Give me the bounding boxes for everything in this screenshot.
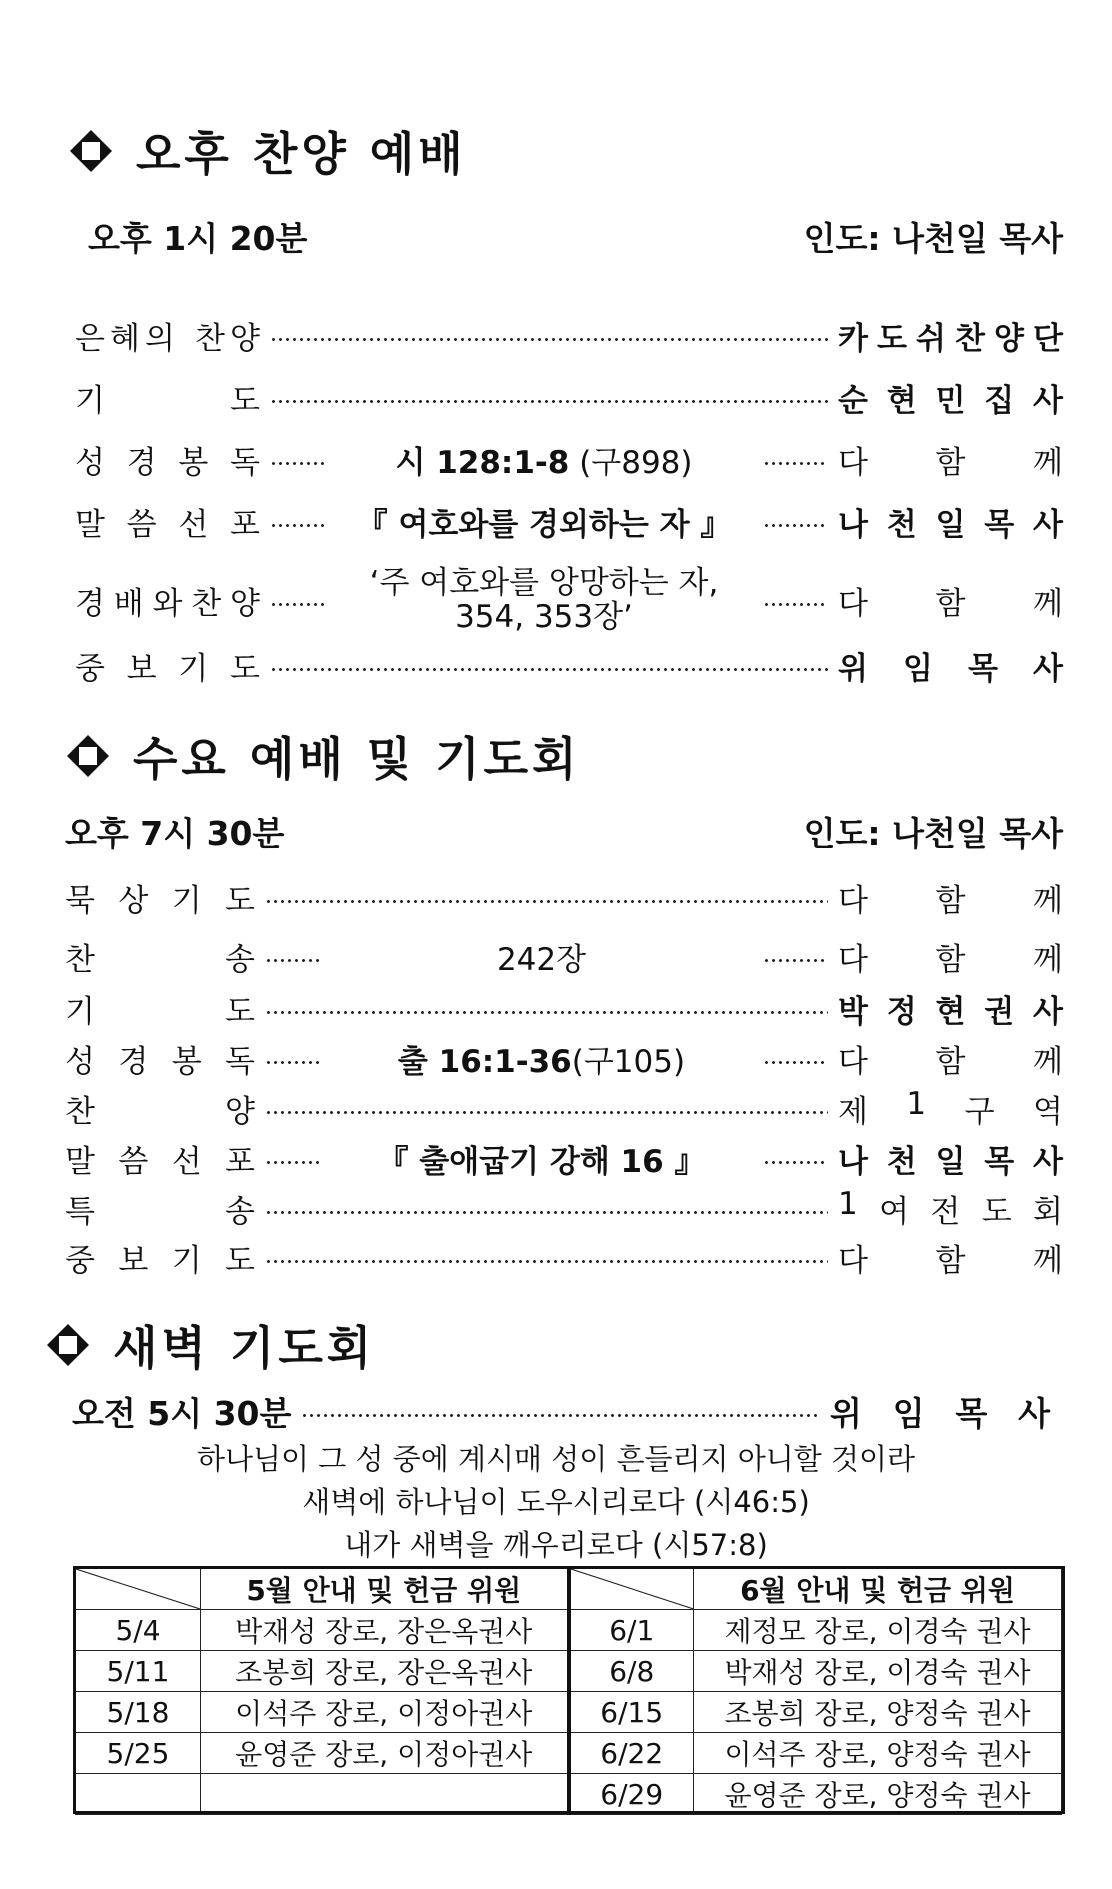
char: 와: [152, 585, 183, 622]
order-row: [65, 1036, 1063, 1081]
may-names-cell: 윤영준 장로, 이정아권사: [201, 1733, 569, 1774]
june-names-cell: 조봉희 장로, 양정숙 권사: [694, 1692, 1062, 1733]
char: 함: [935, 1243, 966, 1279]
dot-leader: [763, 1161, 828, 1164]
char: 기: [171, 883, 202, 919]
table-row: [76, 1733, 1062, 1774]
char: 1: [906, 1086, 927, 1122]
char: 도: [225, 994, 255, 1030]
diagonal-header-cell: [76, 1569, 201, 1610]
char: 다: [838, 1044, 868, 1080]
detail-text: 242장: [496, 942, 587, 978]
order-item-label: [75, 313, 260, 358]
char: 찬: [65, 942, 95, 978]
order-item-person: [838, 1186, 1063, 1231]
order-row: [65, 1235, 1063, 1280]
order-item-person: [838, 986, 1063, 1031]
char: 일: [935, 1144, 966, 1180]
char: 현: [935, 994, 966, 1030]
section-title-text: 새벽 기도회: [113, 1321, 376, 1375]
char: 씀: [118, 1144, 149, 1180]
char: 함: [935, 585, 966, 622]
char: 여: [879, 1194, 910, 1230]
char: 임: [903, 651, 933, 687]
char: 임: [892, 1394, 925, 1433]
order-row: [65, 1136, 1063, 1181]
char: 다: [838, 445, 868, 481]
afternoon-time-line: [88, 213, 1063, 260]
char: 상: [118, 883, 149, 919]
char: 함: [935, 445, 966, 481]
order-item-person: [838, 934, 1063, 979]
char: 사: [1033, 651, 1063, 687]
char: 기: [178, 651, 209, 687]
may-date-cell: [76, 1774, 201, 1815]
char: 민: [935, 383, 966, 419]
char: 의: [145, 321, 175, 357]
char: 말: [65, 1144, 95, 1180]
char: 선: [178, 507, 209, 543]
char: 봉: [178, 445, 209, 481]
order-row: [65, 1086, 1063, 1131]
detail-emphasis: 『 출애굽기 강해 16 』: [377, 1144, 706, 1180]
june-date-cell: 6/22: [569, 1733, 694, 1774]
char: [180, 313, 190, 358]
scripture-line: 새벽에 하나님이 도우시리로다 (시46:5): [302, 1485, 810, 1519]
june-header: 6월 안내 및 헌금 위원: [694, 1569, 1062, 1610]
dot-leader: [265, 959, 320, 962]
dot-leader: [265, 1260, 828, 1263]
char: 사: [1033, 1144, 1063, 1180]
order-item-label: [75, 643, 260, 688]
order-row: [75, 643, 1063, 688]
order-item-person: [838, 643, 1063, 688]
char: 보: [126, 651, 157, 687]
char: 묵: [65, 883, 95, 919]
order-item-person: [838, 375, 1063, 420]
order-item-label: [65, 934, 255, 979]
section-title-text: 수요 예배 및 기도회: [133, 732, 581, 786]
detail-emphasis: 시 128:1-8: [395, 445, 570, 481]
order-item-detail: [335, 499, 753, 544]
june-date-cell: 6/29: [569, 1774, 694, 1815]
char: 쉬: [916, 321, 946, 357]
diamond-bullet-icon: [45, 1322, 91, 1368]
char: 함: [935, 883, 966, 919]
june-date-cell: 6/1: [569, 1610, 694, 1651]
char: 나: [838, 507, 868, 543]
char: 찬: [191, 585, 222, 622]
char: 도: [981, 1194, 1012, 1230]
char: 은: [75, 321, 105, 357]
order-item-label: [65, 1086, 255, 1131]
char: 경: [75, 585, 105, 622]
order-item-label: [75, 499, 260, 544]
char: 찬: [955, 321, 985, 357]
detail-emphasis: 『 여호와를 경외하는 자 』: [356, 507, 732, 543]
order-item-person: [838, 875, 1063, 920]
order-row: [75, 437, 1063, 482]
char: 양: [994, 321, 1024, 357]
service-time: 오전 5시 30분: [72, 1394, 292, 1433]
dot-leader: [270, 462, 325, 465]
order-item-person: [838, 1136, 1063, 1181]
char: 께: [1033, 883, 1063, 919]
char: 양: [229, 321, 260, 357]
char: 천: [886, 1144, 917, 1180]
dot-leader: [270, 668, 828, 671]
may-date-cell: 5/25: [76, 1733, 201, 1774]
char: 단: [1033, 321, 1063, 357]
char: 께: [1033, 585, 1063, 622]
may-names-cell: [201, 1774, 569, 1815]
char: 도: [230, 651, 260, 687]
char: 역: [1033, 1094, 1063, 1130]
char: 목: [968, 651, 998, 687]
char: 기: [65, 994, 95, 1030]
char: 경: [126, 445, 157, 481]
char: 순: [838, 383, 868, 419]
order-item-label: [65, 1235, 255, 1280]
june-names-cell: 윤영준 장로, 양정숙 권사: [694, 1774, 1062, 1815]
detail-emphasis: 출 16:1-36: [397, 1044, 572, 1080]
june-names-cell: 제정모 장로, 이경숙 권사: [694, 1610, 1062, 1651]
char: 봉: [171, 1044, 202, 1080]
dot-leader: [265, 1111, 828, 1114]
order-item-person: [838, 1036, 1063, 1081]
char: 목: [984, 1144, 1015, 1180]
char: 위: [830, 1394, 862, 1433]
order-item-person: [838, 1086, 1063, 1131]
char: 도: [877, 321, 907, 357]
order-item-detail: [335, 437, 753, 482]
char: 씀: [126, 507, 157, 543]
char: 구: [964, 1094, 995, 1130]
order-row: [65, 934, 1063, 979]
char: 도: [225, 1243, 255, 1279]
char: 다: [838, 942, 868, 978]
char: 성: [75, 445, 105, 481]
char: 사: [1033, 994, 1063, 1030]
char: 일: [935, 507, 966, 543]
scripture-line: 내가 새벽을 깨우리로다 (시57:8): [344, 1528, 768, 1562]
char: 양: [230, 585, 260, 622]
dot-leader: [270, 400, 828, 403]
order-item-detail: [335, 566, 753, 634]
dot-leader: [265, 1211, 828, 1214]
order-row: [75, 566, 1063, 634]
detail-text: ‘주 여호와를 앙망하는 자,: [369, 565, 719, 601]
afternoon-section-title: [68, 118, 467, 184]
order-item-label: [65, 986, 255, 1031]
char: 보: [118, 1243, 149, 1279]
wednesday-section-title: [65, 723, 581, 789]
detail-text: (구898): [569, 445, 693, 481]
order-item-label: [65, 1136, 255, 1181]
order-item-label: [65, 875, 255, 920]
char: 다: [838, 1243, 868, 1279]
char: 께: [1033, 1044, 1063, 1080]
char: 경: [118, 1044, 149, 1080]
order-item-detail: [330, 1136, 753, 1181]
char: 사: [1033, 383, 1063, 419]
char: 전: [930, 1194, 961, 1230]
order-item-detail: [330, 934, 753, 979]
service-time: 오후 7시 30분: [65, 814, 285, 853]
dawn-section-title: [45, 1312, 375, 1378]
detail-text: (구105): [571, 1044, 686, 1080]
wednesday-time-line: [65, 808, 1063, 855]
dot-leader: [270, 338, 828, 341]
char: 함: [935, 942, 966, 978]
order-item-label: [65, 1036, 255, 1081]
dot-leader: [270, 524, 325, 527]
char: 사: [1033, 507, 1063, 543]
order-row: [75, 499, 1063, 544]
char: 찬: [65, 1094, 95, 1130]
char: 포: [230, 507, 260, 543]
char: 독: [230, 445, 260, 481]
char: 함: [935, 1044, 966, 1080]
char: 다: [838, 883, 868, 919]
table-row: [76, 1610, 1062, 1651]
order-item-label: [75, 375, 260, 420]
detail-text: 354, 353장’: [455, 599, 633, 635]
char: 위: [838, 651, 868, 687]
char: 양: [225, 1094, 255, 1130]
dot-leader: [763, 462, 828, 465]
dot-leader: [265, 1161, 320, 1164]
char: 다: [838, 585, 868, 622]
char: 찬: [194, 321, 225, 357]
may-header: 5월 안내 및 헌금 위원: [201, 1569, 569, 1610]
dawn-leader: [830, 1388, 1050, 1435]
dot-leader: [265, 1011, 828, 1014]
char: 정: [886, 994, 917, 1030]
may-names-cell: 박재성 장로, 장은옥권사: [201, 1610, 569, 1651]
section-title-text: 오후 찬양 예배: [136, 127, 467, 181]
diagonal-header-cell: [569, 1569, 694, 1610]
char: 송: [225, 942, 255, 978]
diamond-bullet-icon: [68, 128, 114, 174]
june-date-cell: 6/15: [569, 1692, 694, 1733]
char: 독: [225, 1044, 255, 1080]
order-item-label: [75, 437, 260, 482]
order-item-person: [838, 499, 1063, 544]
june-names-cell: 이석주 장로, 양정숙 권사: [694, 1733, 1062, 1774]
june-date-cell: 6/8: [569, 1651, 694, 1692]
may-date-cell: 5/18: [76, 1692, 201, 1733]
char: 말: [75, 507, 105, 543]
char: 카: [838, 321, 868, 357]
char: 집: [984, 383, 1015, 419]
dot-leader: [763, 603, 828, 606]
char: 기: [75, 383, 105, 419]
order-item-person: [838, 578, 1063, 623]
may-names-cell: 이석주 장로, 이정아권사: [201, 1692, 569, 1733]
char: 선: [171, 1144, 202, 1180]
service-time: 오후 1시 20분: [88, 219, 308, 258]
dot-leader: [301, 1414, 820, 1417]
order-item-label: [75, 578, 260, 623]
dot-leader: [270, 603, 325, 606]
may-date-cell: 5/11: [76, 1651, 201, 1692]
char: 1: [838, 1186, 858, 1222]
char: 기: [171, 1243, 202, 1279]
table-row: [76, 1692, 1062, 1733]
order-item-person: [838, 313, 1063, 358]
char: 특: [65, 1194, 95, 1230]
diamond-bullet-icon: [65, 733, 111, 779]
order-row: [75, 313, 1063, 358]
order-row: [65, 1186, 1063, 1231]
char: 목: [984, 507, 1015, 543]
char: 중: [65, 1243, 95, 1279]
char: 제: [838, 1094, 868, 1130]
dot-leader: [763, 1061, 828, 1064]
char: 박: [838, 994, 868, 1030]
char: 께: [1033, 942, 1063, 978]
char: 현: [886, 383, 917, 419]
char: 께: [1033, 445, 1063, 481]
order-item-detail: [330, 1036, 753, 1081]
char: 배: [113, 585, 144, 622]
may-date-cell: 5/4: [76, 1610, 201, 1651]
table-row: [76, 1774, 1062, 1815]
char: 도: [230, 383, 260, 419]
char: 나: [838, 1144, 868, 1180]
scripture-line: 하나님이 그 성 중에 계시매 성이 흔들리지 아니할 것이라: [196, 1442, 916, 1476]
dot-leader: [763, 524, 828, 527]
june-names-cell: 박재성 장로, 이경숙 권사: [694, 1651, 1062, 1692]
char: 사: [1018, 1394, 1050, 1433]
char: 도: [225, 883, 255, 919]
char: 께: [1033, 1243, 1063, 1279]
offering-committee-table: [75, 1568, 1062, 1815]
order-item-person: [838, 437, 1063, 482]
char: 혜: [110, 321, 140, 357]
order-row: [65, 986, 1063, 1031]
table-row: [76, 1651, 1062, 1692]
order-item-person: [838, 1235, 1063, 1280]
char: 포: [225, 1144, 255, 1180]
char: 목: [955, 1394, 988, 1433]
char: 천: [886, 507, 917, 543]
dot-leader: [265, 900, 828, 903]
order-item-label: [65, 1186, 255, 1231]
order-row: [75, 375, 1063, 420]
char: 회: [1033, 1194, 1063, 1230]
service-leader: 인도: 나천일 목사: [803, 814, 1063, 853]
order-row: [65, 875, 1063, 920]
dot-leader: [763, 959, 828, 962]
char: 성: [65, 1044, 95, 1080]
char: 권: [984, 994, 1015, 1030]
dawn-time-row: [72, 1388, 1050, 1435]
dot-leader: [265, 1061, 320, 1064]
char: 송: [225, 1194, 255, 1230]
may-names-cell: 조봉희 장로, 장은옥권사: [201, 1651, 569, 1692]
char: 중: [75, 651, 105, 687]
service-leader: 인도: 나천일 목사: [803, 219, 1063, 258]
